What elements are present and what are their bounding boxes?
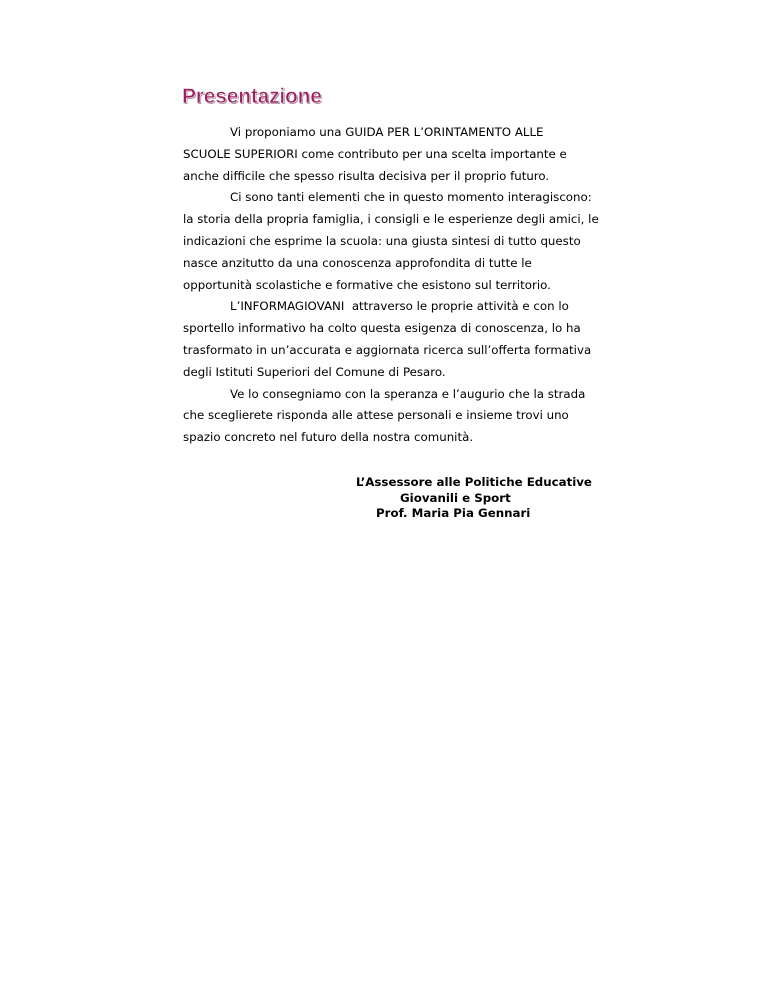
body-text-line: la storia della propria famiglia, i consigli e le esperienze degli amici, le (183, 212, 599, 227)
presentation-body (183, 122, 599, 449)
page-title: Presentazione (182, 85, 322, 108)
body-text-line: spazio concreto nel futuro della nostra comunità. (183, 430, 474, 445)
signature-name: Prof. Maria Pia Gennari (376, 506, 531, 520)
body-text-line: indicazioni che esprime la scuola: una giusta sintesi di tutto questo (183, 233, 581, 248)
body-text-line: nasce anzitutto da una conoscenza approfondita di tutte le (183, 255, 532, 270)
body-text-line: sportello informativo ha colto questa esigenza di conoscenza, lo ha (183, 321, 581, 336)
body-text-line: SCUOLE SUPERIORI come contributo per una scelta importante e (183, 146, 567, 161)
signature-department: Giovanili e Sport (400, 490, 511, 505)
body-text-line: anche difficile che spesso risulta decisiva per il proprio futuro. (183, 168, 550, 183)
body-text-line: L’INFORMAGIOVANI attraverso le proprie attività e con lo (230, 299, 569, 314)
body-text-line: opportunità scolastiche e formative che esistono sul territorio. (183, 277, 551, 292)
body-text-line: che sceglierete risponda alle attese personali e insieme trovi uno (183, 408, 569, 423)
body-text-line: Ve lo consegniamo con la speranza e l’augurio che la strada (230, 386, 586, 401)
signature-role: L’Assessore alle Politiche Educative (356, 475, 592, 489)
body-text-line: trasformato in un’accurata e aggiornata ricerca sull’offerta formativa (183, 342, 592, 357)
body-text-line: degli Istituti Superiori del Comune di Pesaro. (183, 364, 446, 379)
signature-block (356, 475, 592, 522)
body-text-line: Vi proponiamo una GUIDA PER L’ORINTAMENTO ALLE (230, 125, 544, 139)
body-text-line: Ci sono tanti elementi che in questo momento interagiscono: (230, 190, 592, 205)
